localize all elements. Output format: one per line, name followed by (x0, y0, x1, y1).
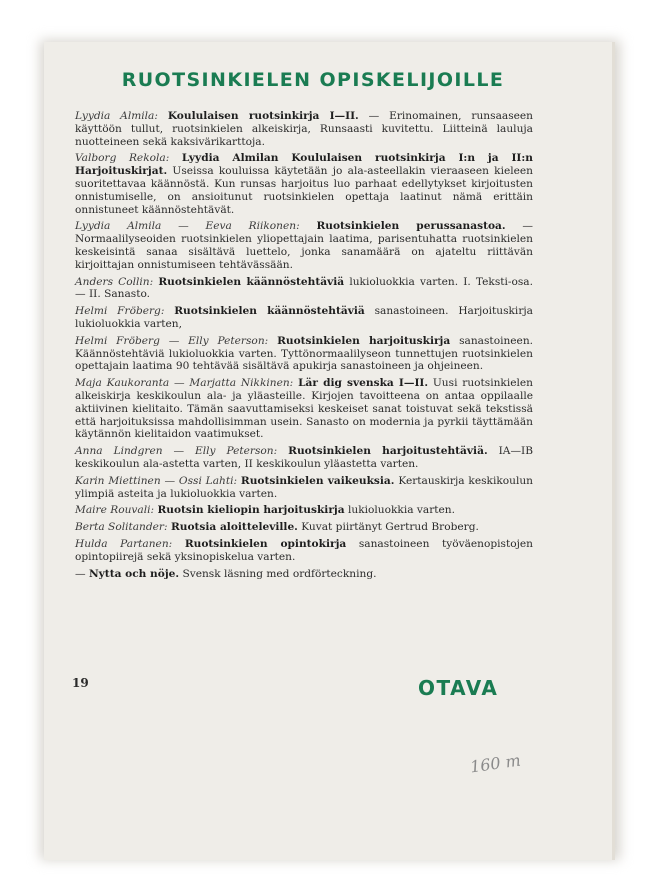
entry-description: Useissa kouluissa käytetään jo ala-asteellakin vieraaseen kieleen suoritettavaa käännöstä. Kun runsas harjoitus luo parhaat edellytykset kirjoitusten onnistumiselle, on ansioitunut ruotsinkielen opettaja laatinut nämä erittäin onnistuneet käännöstehtävät. (75, 165, 533, 216)
entry-author: Hulda Partanen: (75, 537, 173, 550)
entry-title: Ruotsinkielen käännöstehtäviä (158, 275, 345, 288)
list-item (75, 335, 533, 373)
handwritten-price-note: 160 m (468, 750, 522, 777)
entry-title: Koululaisen ruotsinkirja I—II. (167, 110, 359, 122)
entry-author: Anders Collin: (75, 275, 154, 288)
entry-description: lukioluokkia varten. (348, 504, 455, 517)
entry-title: Ruotsinkielen vaikeuksia. (240, 474, 395, 487)
entry-description: sanastoineen. Käännöstehtäviä lukioluokkia varten. Tyttönormaalilyseon tunnettujen ruotsinkielen opettajain laatima 90 tehtävää sisältävä apukirja sanastoineen ja ohjeineen. (75, 334, 534, 373)
list-item (75, 475, 533, 501)
entry-author: — (75, 567, 86, 580)
entry-author: Lyydia Almila — Eeva Riikonen: (75, 220, 300, 233)
entry-title: Ruotsinkielen harjoitustehtäviä. (288, 445, 488, 458)
book-list (75, 110, 533, 584)
entry-author: Karin Miettinen — Ossi Lahti: (75, 474, 238, 487)
list-item (75, 276, 533, 302)
list-item (75, 220, 533, 271)
entry-description: — Erinomainen, runsaaseen käyttöön tullut, ruotsinkielen alkeiskirja, Runsaasti kuvitettu. Liitteinä lauluja nuotteineen sekä kaksivärikarttoja. (75, 110, 533, 148)
entry-description: Kuvat piirtänyt Gertrud Broberg. (301, 521, 479, 534)
list-item (75, 110, 533, 148)
entry-description: — Normaalilyseoiden ruotsinkielen yliopettajain laatima, parisentuhatta ruotsinkielen keskeisintä sanaa sisältävä luettelo, jonka sanamäärä on ajateltu riittävän kirjoittajan onnistumiseen tehtävässään. (75, 220, 533, 271)
entry-title: Ruotsinkielen perussanastoa. (316, 220, 506, 233)
entry-author: Anna Lindgren — Elly Peterson: (75, 445, 278, 458)
list-item (75, 305, 533, 331)
entry-description: sanastoineen työväenopistojen opintopiirejä sekä yksinopiskelua varten. (75, 537, 533, 563)
list-item (75, 568, 533, 581)
entry-title: Lär dig svenska I—II. (298, 377, 429, 390)
page-number: 19 (72, 676, 89, 690)
list-item (75, 445, 533, 471)
list-item (75, 152, 533, 216)
entry-author: Maire Rouvali: (75, 504, 155, 517)
list-item (75, 504, 533, 517)
entry-author: Maja Kaukoranta — Marjatta Nikkinen: (75, 377, 294, 390)
entry-title: Ruotsinkielen opintokirja (184, 537, 347, 550)
list-item (75, 521, 533, 534)
entry-description: IA—IB keskikoulun ala-astetta varten, II keskikoulun yläastetta varten. (75, 445, 534, 470)
entry-description: Uusi ruotsinkielen alkeiskirja keskikoulun ala- ja yläasteille. Kirjojen tavoitteena on antaa oppilaalle aktiivinen kielitaito. Tämän saavuttamiseksi keskeiset sanat toistuvat sekä tekstissä että harjoituksissa mahdollisimman usein. Sanasto on modernia ja pyrkii täyttämään käytännön kielitaidon vaatimukset. (75, 377, 533, 441)
list-item (75, 538, 533, 564)
entry-author: Valborg Rekola: (75, 152, 170, 165)
publisher-logo: OTAVA (418, 676, 499, 700)
entry-title: Ruotsinkielen harjoituskirja (277, 334, 451, 347)
entry-description: sanastoineen. Harjoituskirja lukioluokkia varten, (75, 305, 533, 330)
page-title: RUOTSINKIELEN OPISKELIJOILLE (121, 69, 505, 91)
entry-author: Helmi Fröberg — Elly Peterson: (75, 334, 269, 347)
entry-description: lukioluokkia varten. I. Teksti-osa. — II. Sanasto. (75, 275, 533, 301)
entry-description: Kertauskirja keskikoulun ylimpiä asteita ja lukioluokkia varten. (75, 474, 533, 500)
entry-description: Svensk läsning med ordförteckning. (182, 567, 377, 580)
entry-title: Ruotsin kieliopin harjoituskirja (157, 504, 345, 517)
list-item (75, 377, 533, 441)
entry-author: Berta Solitander: (75, 521, 168, 534)
entry-author: Lyydia Almila: (75, 110, 158, 122)
entry-author: Helmi Fröberg: (75, 305, 165, 318)
entry-title: Nytta och nöje. (88, 567, 180, 580)
entry-title: Ruotsia aloitteleville. (170, 521, 298, 534)
entry-title: Ruotsinkielen käännöstehtäviä (174, 305, 365, 318)
entry-title: Lyydia Almilan Koululaisen ruotsinkirja I:n ja II:n Harjoituskirjat. (75, 152, 533, 178)
